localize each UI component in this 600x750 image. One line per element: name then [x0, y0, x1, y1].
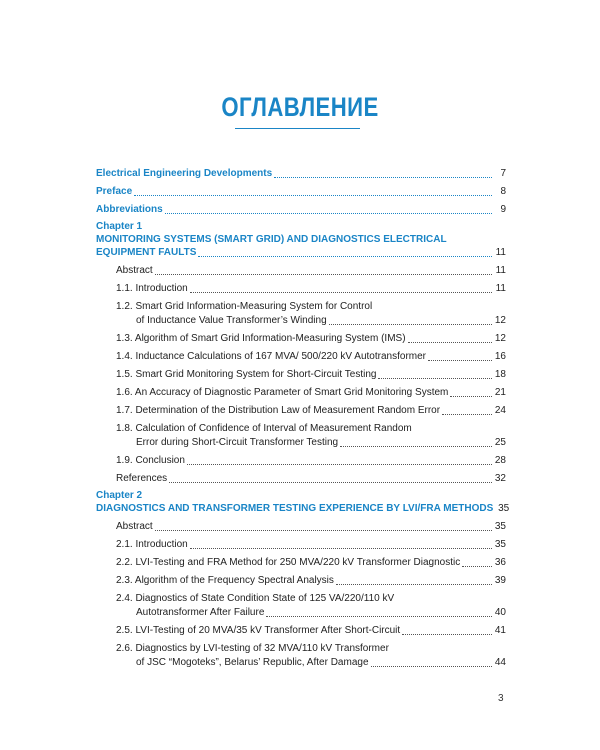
toc-entry-label-cont: Autotransformer After Failure: [136, 607, 265, 618]
toc-entry-label-cont: of Inductance Value Transformer’s Winding: [136, 315, 327, 326]
toc-entry-label: 2.5. LVI-Testing of 20 MVA/35 kV Transformer After Short-Circuit: [116, 625, 401, 636]
toc-entry-page: 25: [494, 437, 506, 448]
page-number: 3: [498, 693, 504, 704]
toc-entry-page: 39: [494, 575, 506, 586]
chapter-label: Chapter 2: [96, 490, 143, 501]
toc-entry-page: 35: [494, 521, 506, 532]
toc-entry[interactable]: [116, 332, 506, 346]
toc-entry-page: 36: [494, 557, 506, 568]
dot-leader: [274, 167, 492, 178]
dot-leader: [155, 520, 492, 531]
dot-leader: [190, 282, 492, 293]
toc-entry-label-cont: of JSC “Mogoteks”, Belarus’ Republic, After Damage: [136, 657, 369, 668]
toc-entry[interactable]: [116, 574, 506, 588]
toc-entry-page: 41: [494, 625, 506, 636]
toc-entry[interactable]: [116, 642, 506, 670]
dot-leader: [169, 472, 492, 483]
dot-leader: [450, 386, 492, 397]
toc-entry-page: 35: [498, 503, 510, 514]
toc-entry-label: 2.1. Introduction: [116, 539, 188, 550]
chapter-title-line: DIAGNOSTICS AND TRANSFORMER TESTING EXPERIENCE BY LVI/FRA METHODS: [96, 503, 494, 514]
chapter-title-line: EQUIPMENT FAULTS: [96, 247, 197, 258]
toc-entry-page: 18: [494, 369, 506, 380]
toc-entry-page: 11: [495, 247, 506, 258]
chapter-label: Chapter 1: [96, 221, 143, 232]
toc-entry-page: 35: [494, 539, 506, 550]
dot-leader: [190, 538, 492, 549]
toc-entry-page: 9: [500, 204, 506, 215]
dot-leader: [378, 368, 492, 379]
toc-entry-page: 21: [494, 387, 506, 398]
toc-entry-label: References: [116, 473, 168, 484]
toc-entry-label: 1.8. Calculation of Confidence of Interval of Measurement Random: [116, 423, 412, 434]
toc-entry-label: 2.6. Diagnostics by LVI-testing of 32 MVA/110 kV Transformer: [116, 643, 389, 654]
toc-entry[interactable]: [116, 422, 506, 450]
toc-entry-front[interactable]: [96, 203, 506, 217]
toc-entry-front[interactable]: [96, 185, 506, 199]
dot-leader: [340, 436, 492, 447]
toc-entry-label: 2.3. Algorithm of the Frequency Spectral Analysis: [116, 575, 334, 586]
dot-leader: [442, 404, 492, 415]
toc-entry-label: 1.9. Conclusion: [116, 455, 185, 466]
toc-entry-page: 7: [500, 168, 506, 179]
toc-entry[interactable]: [116, 368, 506, 382]
toc-entry-label: Electrical Engineering Developments: [96, 168, 273, 179]
toc-entry[interactable]: [116, 538, 506, 552]
dot-leader: [198, 246, 492, 257]
toc-entry-page: 12: [494, 315, 506, 326]
toc-entry[interactable]: [116, 264, 506, 278]
toc-entry-page: 12: [494, 333, 506, 344]
toc-entry[interactable]: [116, 624, 506, 638]
dot-leader: [371, 656, 492, 667]
toc-entry[interactable]: [116, 454, 506, 468]
title-underline: [235, 128, 360, 129]
toc-entry[interactable]: [116, 350, 506, 364]
chapter-title-last-line: [96, 246, 506, 260]
toc-entry-label: 1.7. Determination of the Distribution Law of Measurement Random Error: [116, 405, 441, 416]
toc-entry-label: 1.6. An Accuracy of Diagnostic Parameter of Smart Grid Monitoring System: [116, 387, 449, 398]
table-of-contents: [96, 167, 510, 674]
chapter-title-last-line: [96, 502, 510, 516]
dot-leader: [187, 454, 492, 465]
toc-entry-label: Abstract: [116, 521, 153, 532]
toc-entry-page: 24: [494, 405, 506, 416]
dot-leader: [462, 556, 492, 567]
toc-entry-label: 1.4. Inductance Calculations of 167 MVA/ 500/220 kV Autotransformer: [116, 351, 426, 362]
toc-entry-label: Abstract: [116, 265, 153, 276]
toc-entry-page: 11: [495, 265, 506, 276]
toc-entry-label: 1.3. Algorithm of Smart Grid Information-Measuring System (IMS): [116, 333, 406, 344]
toc-entry-page: 16: [494, 351, 506, 362]
toc-entry[interactable]: [116, 282, 506, 296]
dot-leader: [266, 606, 492, 617]
toc-entry-label: Preface: [96, 186, 133, 197]
toc-entry-front[interactable]: [96, 167, 506, 181]
page-title: ОГЛАВЛЕНИЕ: [221, 92, 379, 122]
toc-entry-label: 1.2. Smart Grid Information-Measuring System for Control: [116, 301, 373, 312]
chapter-1-heading[interactable]: [96, 221, 506, 260]
toc-entry-page: 44: [494, 657, 506, 668]
dot-leader: [165, 203, 492, 214]
toc-entry-label: 1.5. Smart Grid Monitoring System for Short-Circuit Testing: [116, 369, 377, 380]
toc-entry-label: Abbreviations: [96, 204, 163, 215]
toc-entry-references[interactable]: [96, 472, 506, 486]
dot-leader: [134, 185, 492, 196]
toc-entry[interactable]: [116, 404, 506, 418]
dot-leader: [402, 624, 492, 635]
toc-entry-page: 40: [494, 607, 506, 618]
toc-entry[interactable]: [116, 520, 506, 534]
toc-entry-page: 8: [500, 186, 506, 197]
chapter-2-heading[interactable]: [96, 490, 510, 516]
dot-leader: [336, 574, 492, 585]
toc-entry-page: 32: [494, 473, 506, 484]
toc-entry-label: 2.2. LVI-Testing and FRA Method for 250 MVA/220 kV Transformer Diagnostic: [116, 557, 461, 568]
toc-entry-label: 1.1. Introduction: [116, 283, 188, 294]
toc-entry-page: 11: [495, 283, 506, 294]
dot-leader: [408, 332, 492, 343]
toc-entry-page: 28: [494, 455, 506, 466]
toc-entry[interactable]: [116, 300, 506, 328]
toc-entry-label-cont: Error during Short-Circuit Transformer Testing: [136, 437, 339, 448]
toc-entry[interactable]: [116, 556, 506, 570]
toc-entry[interactable]: [116, 592, 506, 620]
chapter-title-line: MONITORING SYSTEMS (SMART GRID) AND DIAGNOSTICS ELECTRICAL: [96, 234, 447, 245]
dot-leader: [329, 314, 492, 325]
dot-leader: [428, 350, 492, 361]
dot-leader: [155, 264, 492, 275]
toc-entry-label: 2.4. Diagnostics of State Condition State of 125 VA/220/110 kV: [116, 593, 395, 604]
toc-entry[interactable]: [116, 386, 506, 400]
